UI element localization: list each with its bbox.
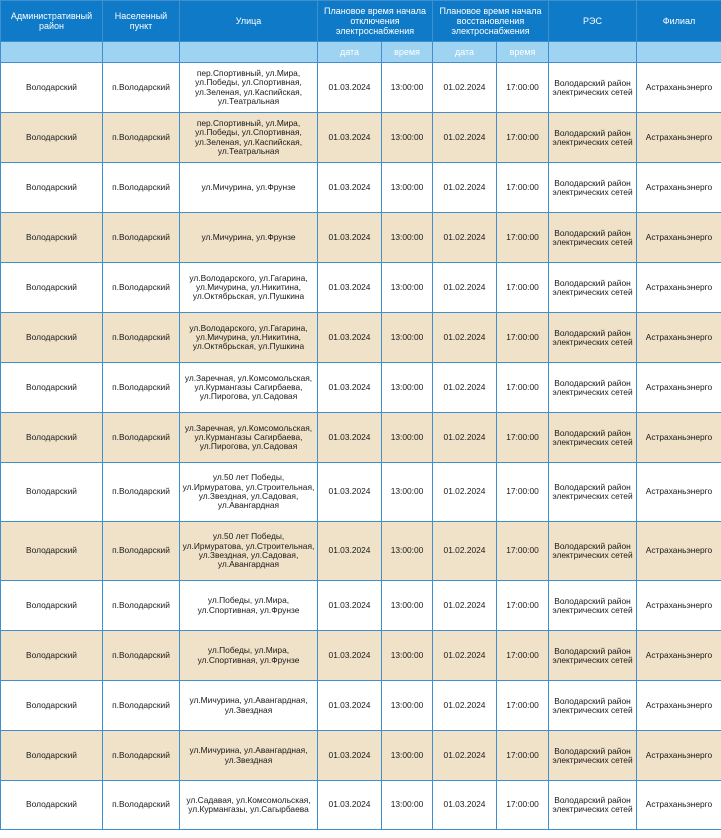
- cell-locality: п.Володарский: [103, 263, 180, 313]
- cell-branch: Астраханьэнерго: [637, 63, 721, 113]
- cell-district: Володарский: [1, 463, 103, 522]
- cell-on-time: 17:00:00: [497, 781, 549, 830]
- cell-off-time: 13:00:00: [382, 213, 433, 263]
- cell-street: ул.50 лет Победы, ул.Ирмуратова, ул.Строительная, ул.Звездная, ул.Садовая, ул.Авангардная: [180, 522, 318, 581]
- cell-locality: п.Володарский: [103, 113, 180, 163]
- cell-street: ул.Володарского, ул.Гагарина, ул.Мичурина, ул.Никитина, ул.Октябрьская, ул.Пушкина: [180, 263, 318, 313]
- subheader-off-date: дата: [318, 42, 382, 63]
- cell-off-date: 01.03.2024: [318, 313, 382, 363]
- cell-on-time: 17:00:00: [497, 263, 549, 313]
- cell-district: Володарский: [1, 731, 103, 781]
- table-row: [1, 781, 721, 830]
- cell-res: Володарский район электрических сетей: [549, 63, 637, 113]
- cell-on-time: 17:00:00: [497, 113, 549, 163]
- subheader-on-time: время: [497, 42, 549, 63]
- cell-off-time: 13:00:00: [382, 681, 433, 731]
- table-row: [1, 581, 721, 631]
- cell-off-date: 01.03.2024: [318, 263, 382, 313]
- cell-off-date: 01.03.2024: [318, 413, 382, 463]
- cell-off-date: 01.03.2024: [318, 522, 382, 581]
- header-district: Административный район: [1, 1, 103, 42]
- cell-off-date: 01.03.2024: [318, 113, 382, 163]
- cell-branch: Астраханьэнерго: [637, 631, 721, 681]
- table-body: [1, 63, 721, 830]
- table-row: [1, 363, 721, 413]
- cell-branch: Астраханьэнерго: [637, 263, 721, 313]
- subheader-empty: [637, 42, 721, 63]
- table-row: [1, 63, 721, 113]
- cell-res: Володарский район электрических сетей: [549, 731, 637, 781]
- cell-res: Володарский район электрических сетей: [549, 631, 637, 681]
- cell-on-date: 01.02.2024: [433, 113, 497, 163]
- cell-res: Володарский район электрических сетей: [549, 413, 637, 463]
- cell-on-time: 17:00:00: [497, 313, 549, 363]
- cell-res: Володарский район электрических сетей: [549, 463, 637, 522]
- cell-district: Володарский: [1, 522, 103, 581]
- cell-off-date: 01.03.2024: [318, 363, 382, 413]
- cell-on-time: 17:00:00: [497, 463, 549, 522]
- cell-district: Володарский: [1, 163, 103, 213]
- cell-on-time: 17:00:00: [497, 681, 549, 731]
- cell-branch: Астраханьэнерго: [637, 413, 721, 463]
- cell-res: Володарский район электрических сетей: [549, 363, 637, 413]
- cell-locality: п.Володарский: [103, 681, 180, 731]
- cell-off-time: 13:00:00: [382, 781, 433, 830]
- subheader-on-date: дата: [433, 42, 497, 63]
- cell-on-time: 17:00:00: [497, 363, 549, 413]
- cell-street: ул.Заречная, ул.Комсомольская, ул.Курмангазы Сагирбаева, ул.Пирогова, ул.Садовая: [180, 363, 318, 413]
- table-row: [1, 413, 721, 463]
- cell-on-date: 01.02.2024: [433, 581, 497, 631]
- cell-on-time: 17:00:00: [497, 163, 549, 213]
- cell-street: ул.Заречная, ул.Комсомольская, ул.Курмангазы Сагирбаева, ул.Пирогова, ул.Садовая: [180, 413, 318, 463]
- table-row: [1, 463, 721, 522]
- cell-district: Володарский: [1, 781, 103, 830]
- cell-branch: Астраханьэнерго: [637, 681, 721, 731]
- cell-street: ул.Мичурина, ул.Фрунзе: [180, 213, 318, 263]
- cell-branch: Астраханьэнерго: [637, 163, 721, 213]
- cell-district: Володарский: [1, 313, 103, 363]
- cell-on-date: 01.03.2024: [433, 781, 497, 830]
- cell-on-date: 01.02.2024: [433, 631, 497, 681]
- table-header: [1, 1, 721, 63]
- table-row: [1, 681, 721, 731]
- cell-off-date: 01.03.2024: [318, 781, 382, 830]
- cell-off-time: 13:00:00: [382, 113, 433, 163]
- cell-off-time: 13:00:00: [382, 581, 433, 631]
- cell-off-time: 13:00:00: [382, 522, 433, 581]
- cell-off-time: 13:00:00: [382, 463, 433, 522]
- cell-district: Володарский: [1, 631, 103, 681]
- cell-district: Володарский: [1, 363, 103, 413]
- cell-res: Володарский район электрических сетей: [549, 113, 637, 163]
- cell-off-date: 01.03.2024: [318, 213, 382, 263]
- cell-district: Володарский: [1, 413, 103, 463]
- cell-district: Володарский: [1, 681, 103, 731]
- subheader-empty: [103, 42, 180, 63]
- cell-res: Володарский район электрических сетей: [549, 781, 637, 830]
- cell-street: ул.Садавая, ул.Комсомольская, ул.Курмангазы, ул.Сагырбаева: [180, 781, 318, 830]
- cell-branch: Астраханьэнерго: [637, 522, 721, 581]
- cell-off-time: 13:00:00: [382, 631, 433, 681]
- cell-district: Володарский: [1, 263, 103, 313]
- cell-locality: п.Володарский: [103, 522, 180, 581]
- cell-on-date: 01.02.2024: [433, 681, 497, 731]
- cell-res: Володарский район электрических сетей: [549, 163, 637, 213]
- subheader-empty: [1, 42, 103, 63]
- cell-locality: п.Володарский: [103, 363, 180, 413]
- cell-on-time: 17:00:00: [497, 522, 549, 581]
- table-row: [1, 731, 721, 781]
- cell-off-date: 01.03.2024: [318, 463, 382, 522]
- table-row: [1, 113, 721, 163]
- cell-off-time: 13:00:00: [382, 313, 433, 363]
- cell-branch: Астраханьэнерго: [637, 581, 721, 631]
- cell-on-time: 17:00:00: [497, 581, 549, 631]
- cell-off-time: 13:00:00: [382, 63, 433, 113]
- header-street: Улица: [180, 1, 318, 42]
- cell-on-date: 01.02.2024: [433, 163, 497, 213]
- cell-off-date: 01.03.2024: [318, 731, 382, 781]
- header-planned-off: Плановое время начала отключения электроснабжения: [318, 1, 433, 42]
- cell-res: Володарский район электрических сетей: [549, 213, 637, 263]
- cell-district: Володарский: [1, 113, 103, 163]
- table-row: [1, 631, 721, 681]
- cell-on-time: 17:00:00: [497, 63, 549, 113]
- cell-district: Володарский: [1, 581, 103, 631]
- cell-district: Володарский: [1, 63, 103, 113]
- cell-off-date: 01.03.2024: [318, 631, 382, 681]
- cell-off-date: 01.03.2024: [318, 681, 382, 731]
- cell-on-date: 01.02.2024: [433, 213, 497, 263]
- cell-street: ул.Володарского, ул.Гагарина, ул.Мичурина, ул.Никитина, ул.Октябрьская, ул.Пушкина: [180, 313, 318, 363]
- cell-res: Володарский район электрических сетей: [549, 263, 637, 313]
- table-row: [1, 313, 721, 363]
- cell-off-time: 13:00:00: [382, 263, 433, 313]
- cell-off-time: 13:00:00: [382, 363, 433, 413]
- cell-locality: п.Володарский: [103, 313, 180, 363]
- cell-locality: п.Володарский: [103, 163, 180, 213]
- cell-branch: Астраханьэнерго: [637, 313, 721, 363]
- cell-on-date: 01.02.2024: [433, 413, 497, 463]
- cell-locality: п.Володарский: [103, 63, 180, 113]
- cell-locality: п.Володарский: [103, 463, 180, 522]
- table-row: [1, 522, 721, 581]
- cell-on-time: 17:00:00: [497, 631, 549, 681]
- cell-on-time: 17:00:00: [497, 213, 549, 263]
- cell-street: пер.Спортивный, ул.Мира, ул.Победы, ул.Спортивная, ул.Зеленая, ул.Каспийская, ул.Театральная: [180, 63, 318, 113]
- cell-locality: п.Володарский: [103, 781, 180, 830]
- cell-street: ул.Победы, ул.Мира, ул.Спортивная, ул.Фрунзе: [180, 581, 318, 631]
- cell-street: ул.Мичурина, ул.Фрунзе: [180, 163, 318, 213]
- header-branch: Филиал: [637, 1, 721, 42]
- cell-off-date: 01.03.2024: [318, 581, 382, 631]
- cell-branch: Астраханьэнерго: [637, 213, 721, 263]
- table-row: [1, 213, 721, 263]
- cell-on-time: 17:00:00: [497, 731, 549, 781]
- cell-off-time: 13:00:00: [382, 413, 433, 463]
- table-row: [1, 163, 721, 213]
- cell-on-date: 01.02.2024: [433, 313, 497, 363]
- cell-on-date: 01.02.2024: [433, 63, 497, 113]
- cell-branch: Астраханьэнерго: [637, 781, 721, 830]
- cell-locality: п.Володарский: [103, 631, 180, 681]
- subheader-empty: [549, 42, 637, 63]
- subheader-empty: [180, 42, 318, 63]
- cell-on-date: 01.02.2024: [433, 363, 497, 413]
- cell-res: Володарский район электрических сетей: [549, 581, 637, 631]
- cell-locality: п.Володарский: [103, 731, 180, 781]
- cell-district: Володарский: [1, 213, 103, 263]
- cell-off-time: 13:00:00: [382, 731, 433, 781]
- cell-street: пер.Спортивный, ул.Мира, ул.Победы, ул.Спортивная, ул.Зеленая, ул.Каспийская, ул.Театральная: [180, 113, 318, 163]
- cell-on-time: 17:00:00: [497, 413, 549, 463]
- cell-branch: Астраханьэнерго: [637, 363, 721, 413]
- cell-on-date: 01.02.2024: [433, 731, 497, 781]
- cell-locality: п.Володарский: [103, 581, 180, 631]
- cell-off-time: 13:00:00: [382, 163, 433, 213]
- cell-locality: п.Володарский: [103, 213, 180, 263]
- cell-on-date: 01.02.2024: [433, 522, 497, 581]
- cell-street: ул.Победы, ул.Мира, ул.Спортивная, ул.Фрунзе: [180, 631, 318, 681]
- cell-branch: Астраханьэнерго: [637, 463, 721, 522]
- cell-branch: Астраханьэнерго: [637, 731, 721, 781]
- cell-street: ул.50 лет Победы, ул.Ирмуратова, ул.Строительная, ул.Звездная, ул.Садовая, ул.Авангардная: [180, 463, 318, 522]
- header-res: РЭС: [549, 1, 637, 42]
- cell-on-date: 01.02.2024: [433, 263, 497, 313]
- cell-locality: п.Володарский: [103, 413, 180, 463]
- cell-res: Володарский район электрических сетей: [549, 313, 637, 363]
- header-locality: Населенный пункт: [103, 1, 180, 42]
- cell-branch: Астраханьэнерго: [637, 113, 721, 163]
- cell-street: ул.Мичурина, ул.Авангардная, ул.Звездная: [180, 681, 318, 731]
- header-planned-on: Плановое время начала восстановления электроснабжения: [433, 1, 549, 42]
- cell-off-date: 01.03.2024: [318, 63, 382, 113]
- table-row: [1, 263, 721, 313]
- cell-on-date: 01.02.2024: [433, 463, 497, 522]
- cell-res: Володарский район электрических сетей: [549, 681, 637, 731]
- subheader-off-time: время: [382, 42, 433, 63]
- cell-off-date: 01.03.2024: [318, 163, 382, 213]
- cell-street: ул.Мичурина, ул.Авангардная, ул.Звездная: [180, 731, 318, 781]
- cell-res: Володарский район электрических сетей: [549, 522, 637, 581]
